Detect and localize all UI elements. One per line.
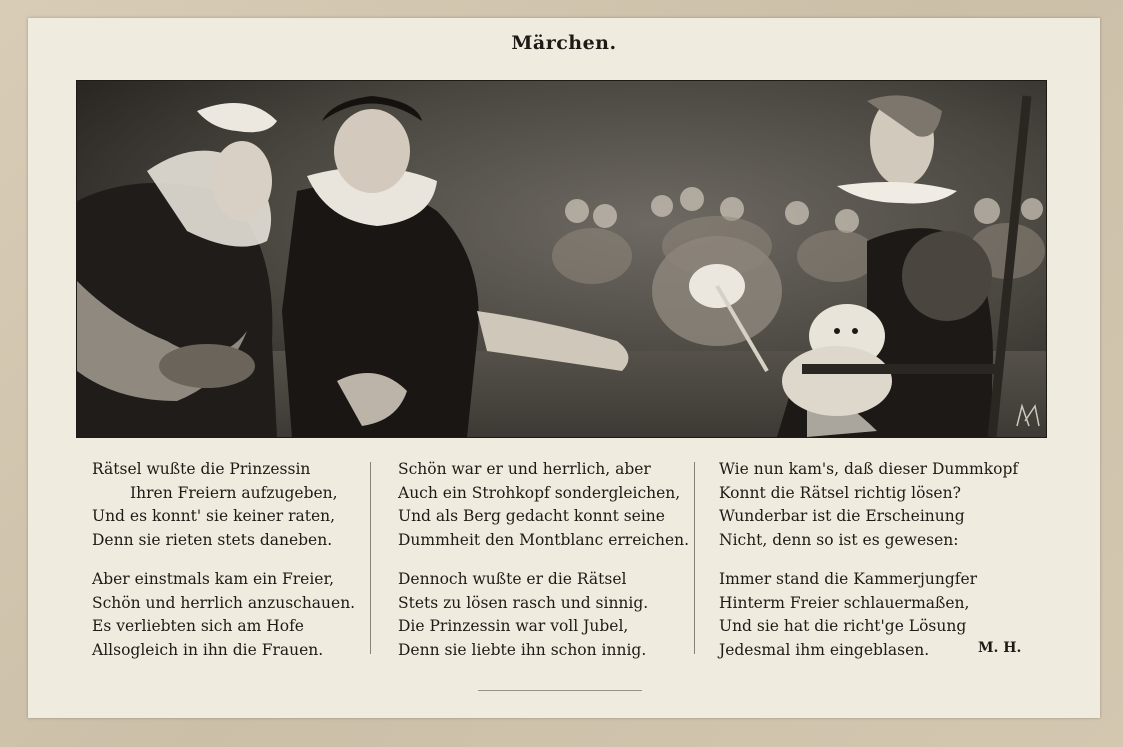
stanza <box>719 568 1018 662</box>
verse-line: Wie nun kam's, daß dieser Dummkopf <box>719 460 1019 478</box>
column-divider <box>694 462 695 654</box>
stanza <box>398 458 689 552</box>
verse-line: Auch ein Strohkopf sondergleichen, <box>398 483 681 502</box>
stanza <box>92 568 355 662</box>
verse-line: Und sie hat die richt'ge Lösung <box>719 617 967 635</box>
stanza <box>92 458 355 552</box>
verse-line: Rätsel wußte die Prinzessin <box>92 460 311 478</box>
verse-line: Hinterm Freier schlauermaßen, <box>719 593 970 612</box>
poem-column-1 <box>92 458 355 678</box>
verse-line: Nicht, denn so ist es gewesen: <box>719 530 959 549</box>
verse-line: Die Prinzessin war voll Jubel, <box>398 617 629 635</box>
verse-line: Denn sie rieten stets daneben. <box>92 530 333 549</box>
verse-line: Denn sie liebte ihn schon innig. <box>398 640 647 659</box>
verse-line: Stets zu lösen rasch und sinnig. <box>398 593 649 612</box>
verse-line: Schön war er und herrlich, aber <box>398 460 651 478</box>
verse-line: Und es konnt' sie keiner raten, <box>92 507 336 525</box>
verse-line: Konnt die Rätsel richtig lösen? <box>719 483 961 502</box>
verse-line: Dennoch wußte er die Rätsel <box>398 570 627 588</box>
verse-line: Dummheit den Montblanc erreichen. <box>398 530 690 549</box>
verse-line: Es verliebten sich am Hofe <box>92 617 304 635</box>
verse-line: Schön und herrlich anzuschauen. <box>92 593 356 612</box>
poem-column-2 <box>398 458 689 678</box>
verse-line: Immer stand die Kammerjungfer <box>719 570 978 588</box>
bottom-rule <box>478 690 642 691</box>
poem-column-3 <box>719 458 1018 678</box>
verse-line: Und als Berg gedacht konnt seine <box>398 507 665 525</box>
column-divider <box>370 462 371 654</box>
illustration <box>76 80 1047 438</box>
stanza <box>719 458 1018 552</box>
stanza <box>398 568 689 662</box>
verse-line: Allsogleich in ihn die Frauen. <box>92 640 324 659</box>
printed-sheet <box>28 18 1100 718</box>
verse-line: Jedesmal ihm eingeblasen. <box>719 640 930 659</box>
verse-line: Aber einstmals kam ein Freier, <box>92 570 335 588</box>
verse-line: Ihren Freiern aufzugeben, <box>130 483 338 502</box>
page-title: Märchen. <box>511 32 617 54</box>
verse-line: Wunderbar ist die Erscheinung <box>719 507 965 525</box>
author-signature: M. H. <box>978 640 1022 656</box>
